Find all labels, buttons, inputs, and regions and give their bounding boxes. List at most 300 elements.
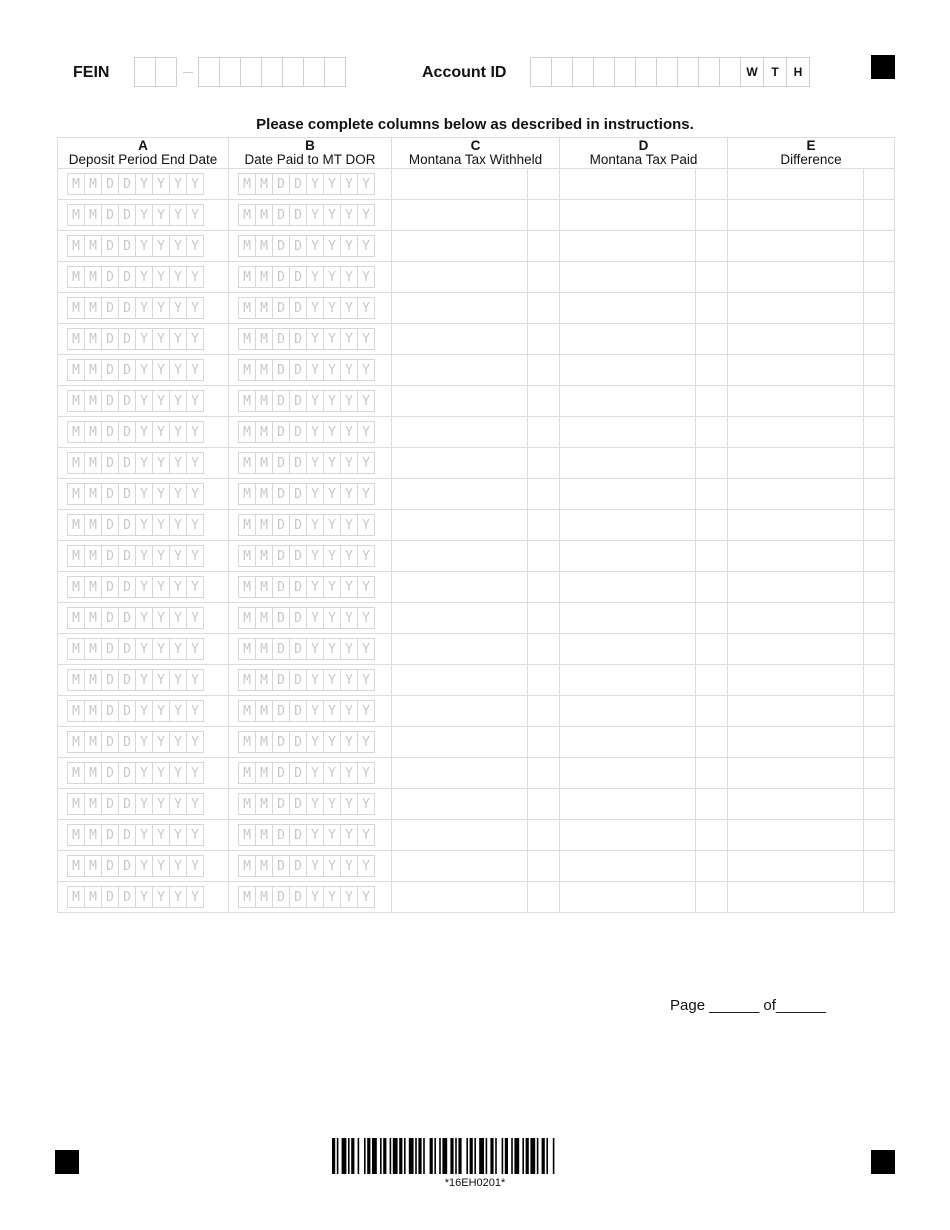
difference-dollars-input[interactable] <box>728 572 864 603</box>
date-digit-box[interactable]: Y <box>135 886 153 908</box>
tax-paid-cents-input[interactable] <box>696 417 728 448</box>
tax-paid-cents-input[interactable] <box>696 355 728 386</box>
difference-cents-input[interactable] <box>864 200 895 231</box>
date-digit-box[interactable]: Y <box>340 855 358 877</box>
date-digit-box[interactable]: Y <box>306 483 324 505</box>
date-digit-box[interactable]: Y <box>323 669 341 691</box>
date-digit-box[interactable]: D <box>118 638 136 660</box>
date-digit-box[interactable]: M <box>255 173 273 195</box>
tax-paid-dollars-input[interactable] <box>560 448 696 479</box>
date-digit-box[interactable]: D <box>289 452 307 474</box>
date-digit-box[interactable]: M <box>67 359 85 381</box>
difference-dollars-input[interactable] <box>728 603 864 634</box>
date-input-boxes[interactable] <box>229 390 391 412</box>
tax-paid-cents-input[interactable] <box>696 293 728 324</box>
date-digit-box[interactable]: M <box>84 235 102 257</box>
date-digit-box[interactable]: M <box>255 793 273 815</box>
date-digit-box[interactable]: Y <box>152 328 170 350</box>
date-digit-box[interactable]: Y <box>340 359 358 381</box>
tax-withheld-dollars-input[interactable] <box>392 572 528 603</box>
date-input-boxes[interactable] <box>229 266 391 288</box>
date-digit-box[interactable]: M <box>67 297 85 319</box>
date-digit-box[interactable]: D <box>101 731 119 753</box>
date-digit-box[interactable]: Y <box>323 266 341 288</box>
date-input-boxes[interactable] <box>58 483 228 505</box>
date-digit-box[interactable]: Y <box>169 173 187 195</box>
date-digit-box[interactable]: D <box>118 762 136 784</box>
date-digit-box[interactable]: D <box>101 173 119 195</box>
date-digit-box[interactable]: Y <box>186 390 204 412</box>
date-digit-box[interactable]: Y <box>323 793 341 815</box>
difference-dollars-input[interactable] <box>728 851 864 882</box>
tax-withheld-cents-input[interactable] <box>528 293 560 324</box>
deposit-period-end-date-input[interactable] <box>58 510 229 541</box>
tax-withheld-cents-input[interactable] <box>528 727 560 758</box>
date-digit-box[interactable]: M <box>255 669 273 691</box>
difference-dollars-input[interactable] <box>728 386 864 417</box>
date-digit-box[interactable]: M <box>255 266 273 288</box>
date-digit-box[interactable]: M <box>84 762 102 784</box>
date-paid-input[interactable] <box>229 882 392 913</box>
date-digit-box[interactable]: D <box>118 204 136 226</box>
date-digit-box[interactable]: D <box>101 483 119 505</box>
date-input-boxes[interactable] <box>229 793 391 815</box>
date-digit-box[interactable]: Y <box>169 669 187 691</box>
fein-digit-box[interactable] <box>219 57 241 87</box>
fein-digit-box[interactable] <box>324 57 346 87</box>
date-input-boxes[interactable] <box>58 607 228 629</box>
date-digit-box[interactable]: M <box>67 545 85 567</box>
date-digit-box[interactable]: Y <box>186 669 204 691</box>
date-digit-box[interactable]: D <box>289 855 307 877</box>
tax-withheld-cents-input[interactable] <box>528 231 560 262</box>
date-digit-box[interactable]: M <box>67 700 85 722</box>
tax-paid-dollars-input[interactable] <box>560 882 696 913</box>
date-input-boxes[interactable] <box>58 297 228 319</box>
date-digit-box[interactable]: Y <box>340 235 358 257</box>
date-digit-box[interactable]: M <box>255 452 273 474</box>
date-digit-box[interactable]: Y <box>357 297 375 319</box>
date-digit-box[interactable]: Y <box>323 235 341 257</box>
tax-withheld-dollars-input[interactable] <box>392 169 528 200</box>
deposit-period-end-date-input[interactable] <box>58 882 229 913</box>
tax-paid-cents-input[interactable] <box>696 231 728 262</box>
date-digit-box[interactable]: M <box>238 576 256 598</box>
date-digit-box[interactable]: M <box>84 204 102 226</box>
date-digit-box[interactable]: Y <box>340 452 358 474</box>
difference-dollars-input[interactable] <box>728 479 864 510</box>
date-digit-box[interactable]: Y <box>169 328 187 350</box>
difference-cents-input[interactable] <box>864 851 895 882</box>
date-digit-box[interactable]: M <box>255 328 273 350</box>
tax-withheld-dollars-input[interactable] <box>392 541 528 572</box>
date-digit-box[interactable]: M <box>84 297 102 319</box>
date-digit-box[interactable]: Y <box>135 824 153 846</box>
date-digit-box[interactable]: M <box>84 266 102 288</box>
date-digit-box[interactable]: D <box>289 297 307 319</box>
date-digit-box[interactable]: Y <box>357 235 375 257</box>
difference-cents-input[interactable] <box>864 169 895 200</box>
date-digit-box[interactable]: M <box>255 700 273 722</box>
difference-cents-input[interactable] <box>864 231 895 262</box>
date-digit-box[interactable]: M <box>67 483 85 505</box>
date-input-boxes[interactable] <box>229 700 391 722</box>
date-digit-box[interactable]: D <box>272 731 290 753</box>
date-digit-box[interactable]: Y <box>306 731 324 753</box>
date-digit-box[interactable]: D <box>118 483 136 505</box>
date-digit-box[interactable]: M <box>67 576 85 598</box>
date-digit-box[interactable]: Y <box>306 204 324 226</box>
date-paid-input[interactable] <box>229 417 392 448</box>
date-digit-box[interactable]: D <box>272 545 290 567</box>
date-input-boxes[interactable] <box>58 235 228 257</box>
date-digit-box[interactable]: D <box>289 514 307 536</box>
date-digit-box[interactable]: Y <box>357 204 375 226</box>
date-digit-box[interactable]: D <box>289 328 307 350</box>
date-digit-box[interactable]: Y <box>357 638 375 660</box>
date-input-boxes[interactable] <box>58 359 228 381</box>
date-digit-box[interactable]: M <box>255 483 273 505</box>
date-digit-box[interactable]: M <box>238 638 256 660</box>
difference-cents-input[interactable] <box>864 262 895 293</box>
deposit-period-end-date-input[interactable] <box>58 200 229 231</box>
date-paid-input[interactable] <box>229 665 392 696</box>
date-digit-box[interactable]: D <box>272 793 290 815</box>
date-digit-box[interactable]: Y <box>169 545 187 567</box>
tax-withheld-dollars-input[interactable] <box>392 479 528 510</box>
tax-withheld-cents-input[interactable] <box>528 851 560 882</box>
date-digit-box[interactable]: D <box>289 638 307 660</box>
date-input-boxes[interactable] <box>58 452 228 474</box>
difference-cents-input[interactable] <box>864 634 895 665</box>
date-digit-box[interactable]: Y <box>152 173 170 195</box>
date-digit-box[interactable]: M <box>238 669 256 691</box>
date-paid-input[interactable] <box>229 479 392 510</box>
date-digit-box[interactable]: M <box>84 855 102 877</box>
difference-cents-input[interactable] <box>864 355 895 386</box>
date-digit-box[interactable]: D <box>101 700 119 722</box>
difference-dollars-input[interactable] <box>728 448 864 479</box>
tax-withheld-cents-input[interactable] <box>528 324 560 355</box>
tax-paid-cents-input[interactable] <box>696 758 728 789</box>
date-digit-box[interactable]: M <box>238 514 256 536</box>
date-digit-box[interactable]: D <box>118 607 136 629</box>
date-digit-box[interactable]: Y <box>135 452 153 474</box>
date-digit-box[interactable]: D <box>289 731 307 753</box>
tax-paid-cents-input[interactable] <box>696 820 728 851</box>
date-digit-box[interactable]: D <box>101 359 119 381</box>
date-digit-box[interactable]: Y <box>357 793 375 815</box>
date-digit-box[interactable]: Y <box>306 886 324 908</box>
date-digit-box[interactable]: D <box>289 669 307 691</box>
date-input-boxes[interactable] <box>58 328 228 350</box>
tax-withheld-dollars-input[interactable] <box>392 386 528 417</box>
date-digit-box[interactable]: Y <box>357 452 375 474</box>
date-digit-box[interactable]: Y <box>135 235 153 257</box>
date-digit-box[interactable]: M <box>238 824 256 846</box>
date-input-boxes[interactable] <box>229 204 391 226</box>
date-digit-box[interactable]: Y <box>323 483 341 505</box>
date-digit-box[interactable]: Y <box>357 576 375 598</box>
date-digit-box[interactable]: M <box>84 824 102 846</box>
date-digit-box[interactable]: D <box>101 669 119 691</box>
date-digit-box[interactable]: Y <box>169 731 187 753</box>
date-digit-box[interactable]: M <box>67 452 85 474</box>
date-digit-box[interactable]: Y <box>323 173 341 195</box>
date-digit-box[interactable]: Y <box>323 297 341 319</box>
date-digit-box[interactable]: Y <box>186 483 204 505</box>
date-digit-box[interactable]: Y <box>135 390 153 412</box>
date-digit-box[interactable]: Y <box>152 638 170 660</box>
date-digit-box[interactable]: M <box>67 886 85 908</box>
account-id-digit-box[interactable] <box>677 57 699 87</box>
date-digit-box[interactable]: Y <box>135 793 153 815</box>
date-digit-box[interactable]: Y <box>306 452 324 474</box>
date-digit-box[interactable]: D <box>101 762 119 784</box>
date-input-boxes[interactable] <box>229 328 391 350</box>
tax-withheld-cents-input[interactable] <box>528 882 560 913</box>
date-digit-box[interactable]: M <box>255 607 273 629</box>
date-input-boxes[interactable] <box>58 824 228 846</box>
date-digit-box[interactable]: M <box>238 421 256 443</box>
date-digit-box[interactable]: M <box>67 638 85 660</box>
deposit-period-end-date-input[interactable] <box>58 727 229 758</box>
date-digit-box[interactable]: M <box>255 545 273 567</box>
date-digit-box[interactable]: D <box>118 700 136 722</box>
date-digit-box[interactable]: D <box>289 204 307 226</box>
date-digit-box[interactable]: Y <box>357 173 375 195</box>
date-digit-box[interactable]: Y <box>152 545 170 567</box>
tax-withheld-dollars-input[interactable] <box>392 727 528 758</box>
date-input-boxes[interactable] <box>229 855 391 877</box>
date-digit-box[interactable]: Y <box>306 514 324 536</box>
tax-withheld-dollars-input[interactable] <box>392 820 528 851</box>
tax-withheld-dollars-input[interactable] <box>392 324 528 355</box>
tax-paid-cents-input[interactable] <box>696 324 728 355</box>
date-digit-box[interactable]: Y <box>152 731 170 753</box>
date-digit-box[interactable]: M <box>67 824 85 846</box>
date-digit-box[interactable]: D <box>101 824 119 846</box>
date-digit-box[interactable]: D <box>272 576 290 598</box>
date-digit-box[interactable]: M <box>255 576 273 598</box>
date-digit-box[interactable]: Y <box>306 235 324 257</box>
tax-paid-cents-input[interactable] <box>696 882 728 913</box>
difference-dollars-input[interactable] <box>728 355 864 386</box>
date-digit-box[interactable]: Y <box>323 328 341 350</box>
date-digit-box[interactable]: Y <box>357 359 375 381</box>
tax-withheld-dollars-input[interactable] <box>392 665 528 696</box>
date-digit-box[interactable]: Y <box>340 297 358 319</box>
date-digit-box[interactable]: Y <box>357 421 375 443</box>
date-digit-box[interactable]: M <box>84 669 102 691</box>
date-paid-input[interactable] <box>229 293 392 324</box>
difference-dollars-input[interactable] <box>728 169 864 200</box>
difference-cents-input[interactable] <box>864 603 895 634</box>
tax-withheld-dollars-input[interactable] <box>392 603 528 634</box>
date-digit-box[interactable]: Y <box>169 297 187 319</box>
date-digit-box[interactable]: Y <box>169 359 187 381</box>
difference-dollars-input[interactable] <box>728 665 864 696</box>
date-digit-box[interactable]: M <box>255 731 273 753</box>
date-digit-box[interactable]: Y <box>135 483 153 505</box>
date-digit-box[interactable]: Y <box>186 762 204 784</box>
tax-withheld-dollars-input[interactable] <box>392 634 528 665</box>
date-digit-box[interactable]: M <box>238 886 256 908</box>
date-digit-box[interactable]: D <box>118 266 136 288</box>
date-digit-box[interactable]: Y <box>152 452 170 474</box>
date-digit-box[interactable]: M <box>255 762 273 784</box>
date-digit-box[interactable]: Y <box>340 545 358 567</box>
date-digit-box[interactable]: D <box>101 855 119 877</box>
date-input-boxes[interactable] <box>58 855 228 877</box>
date-digit-box[interactable]: Y <box>152 359 170 381</box>
date-digit-box[interactable]: Y <box>306 762 324 784</box>
date-digit-box[interactable]: Y <box>186 266 204 288</box>
date-digit-box[interactable]: Y <box>152 514 170 536</box>
tax-paid-dollars-input[interactable] <box>560 541 696 572</box>
date-digit-box[interactable]: D <box>118 731 136 753</box>
account-id-digit-box[interactable] <box>530 57 552 87</box>
date-digit-box[interactable]: Y <box>340 483 358 505</box>
tax-withheld-cents-input[interactable] <box>528 417 560 448</box>
date-digit-box[interactable]: Y <box>135 607 153 629</box>
deposit-period-end-date-input[interactable] <box>58 262 229 293</box>
date-paid-input[interactable] <box>229 727 392 758</box>
date-digit-box[interactable]: D <box>289 824 307 846</box>
date-digit-box[interactable]: M <box>255 886 273 908</box>
deposit-period-end-date-input[interactable] <box>58 634 229 665</box>
date-paid-input[interactable] <box>229 603 392 634</box>
tax-withheld-cents-input[interactable] <box>528 169 560 200</box>
tax-paid-cents-input[interactable] <box>696 479 728 510</box>
date-digit-box[interactable]: D <box>101 452 119 474</box>
date-digit-box[interactable]: M <box>84 173 102 195</box>
date-paid-input[interactable] <box>229 820 392 851</box>
date-digit-box[interactable]: M <box>238 607 256 629</box>
date-paid-input[interactable] <box>229 324 392 355</box>
date-digit-box[interactable]: M <box>84 886 102 908</box>
date-digit-box[interactable]: Y <box>323 886 341 908</box>
tax-withheld-cents-input[interactable] <box>528 262 560 293</box>
date-digit-box[interactable]: Y <box>323 638 341 660</box>
tax-paid-cents-input[interactable] <box>696 262 728 293</box>
date-input-boxes[interactable] <box>58 390 228 412</box>
date-digit-box[interactable]: M <box>84 731 102 753</box>
deposit-period-end-date-input[interactable] <box>58 603 229 634</box>
date-digit-box[interactable]: Y <box>135 421 153 443</box>
date-digit-box[interactable]: Y <box>306 390 324 412</box>
difference-dollars-input[interactable] <box>728 231 864 262</box>
date-digit-box[interactable]: Y <box>340 421 358 443</box>
date-digit-box[interactable]: Y <box>186 359 204 381</box>
date-input-boxes[interactable] <box>58 266 228 288</box>
date-digit-box[interactable]: Y <box>357 855 375 877</box>
date-digit-box[interactable]: D <box>101 576 119 598</box>
date-digit-box[interactable]: D <box>289 886 307 908</box>
date-paid-input[interactable] <box>229 696 392 727</box>
date-digit-box[interactable]: Y <box>323 545 341 567</box>
date-digit-box[interactable]: Y <box>186 824 204 846</box>
date-digit-box[interactable]: M <box>255 235 273 257</box>
date-paid-input[interactable] <box>229 572 392 603</box>
date-digit-box[interactable]: Y <box>340 886 358 908</box>
date-digit-box[interactable]: M <box>238 390 256 412</box>
tax-paid-dollars-input[interactable] <box>560 851 696 882</box>
date-digit-box[interactable]: Y <box>357 483 375 505</box>
date-digit-box[interactable]: M <box>67 514 85 536</box>
date-digit-box[interactable]: D <box>101 793 119 815</box>
date-digit-box[interactable]: D <box>101 886 119 908</box>
date-digit-box[interactable]: D <box>101 421 119 443</box>
date-digit-box[interactable]: D <box>101 328 119 350</box>
date-digit-box[interactable]: D <box>272 638 290 660</box>
date-digit-box[interactable]: D <box>101 514 119 536</box>
date-digit-box[interactable]: M <box>255 824 273 846</box>
fein-digit-box[interactable] <box>282 57 304 87</box>
date-digit-box[interactable]: Y <box>186 235 204 257</box>
difference-cents-input[interactable] <box>864 882 895 913</box>
date-digit-box[interactable]: D <box>289 545 307 567</box>
tax-withheld-dollars-input[interactable] <box>392 355 528 386</box>
date-digit-box[interactable]: Y <box>306 824 324 846</box>
date-digit-box[interactable]: Y <box>169 514 187 536</box>
difference-cents-input[interactable] <box>864 758 895 789</box>
date-digit-box[interactable]: D <box>118 421 136 443</box>
tax-withheld-dollars-input[interactable] <box>392 696 528 727</box>
date-digit-box[interactable]: Y <box>186 607 204 629</box>
date-digit-box[interactable]: M <box>255 204 273 226</box>
date-digit-box[interactable]: Y <box>186 855 204 877</box>
tax-withheld-cents-input[interactable] <box>528 665 560 696</box>
tax-paid-dollars-input[interactable] <box>560 417 696 448</box>
date-paid-input[interactable] <box>229 448 392 479</box>
date-digit-box[interactable]: M <box>84 514 102 536</box>
date-digit-box[interactable]: D <box>272 204 290 226</box>
date-digit-box[interactable]: Y <box>357 328 375 350</box>
date-digit-box[interactable]: M <box>67 235 85 257</box>
date-digit-box[interactable]: D <box>272 235 290 257</box>
date-input-boxes[interactable] <box>58 204 228 226</box>
date-digit-box[interactable]: D <box>272 855 290 877</box>
tax-paid-cents-input[interactable] <box>696 169 728 200</box>
date-digit-box[interactable]: Y <box>186 793 204 815</box>
date-digit-box[interactable]: Y <box>152 204 170 226</box>
date-digit-box[interactable]: D <box>101 638 119 660</box>
account-id-digit-box[interactable] <box>572 57 594 87</box>
date-digit-box[interactable]: M <box>84 638 102 660</box>
date-digit-box[interactable]: D <box>101 266 119 288</box>
account-id-digit-box[interactable] <box>614 57 636 87</box>
date-digit-box[interactable]: Y <box>323 359 341 381</box>
difference-cents-input[interactable] <box>864 727 895 758</box>
date-digit-box[interactable]: Y <box>186 514 204 536</box>
tax-withheld-dollars-input[interactable] <box>392 448 528 479</box>
account-id-digit-box[interactable] <box>551 57 573 87</box>
date-input-boxes[interactable] <box>58 700 228 722</box>
date-digit-box[interactable]: Y <box>135 669 153 691</box>
deposit-period-end-date-input[interactable] <box>58 665 229 696</box>
tax-paid-dollars-input[interactable] <box>560 386 696 417</box>
date-digit-box[interactable]: D <box>101 204 119 226</box>
date-digit-box[interactable]: Y <box>186 700 204 722</box>
date-digit-box[interactable]: Y <box>169 886 187 908</box>
date-digit-box[interactable]: M <box>238 266 256 288</box>
date-input-boxes[interactable] <box>58 421 228 443</box>
date-digit-box[interactable]: D <box>272 452 290 474</box>
date-digit-box[interactable]: Y <box>135 266 153 288</box>
date-digit-box[interactable]: Y <box>186 421 204 443</box>
deposit-period-end-date-input[interactable] <box>58 355 229 386</box>
